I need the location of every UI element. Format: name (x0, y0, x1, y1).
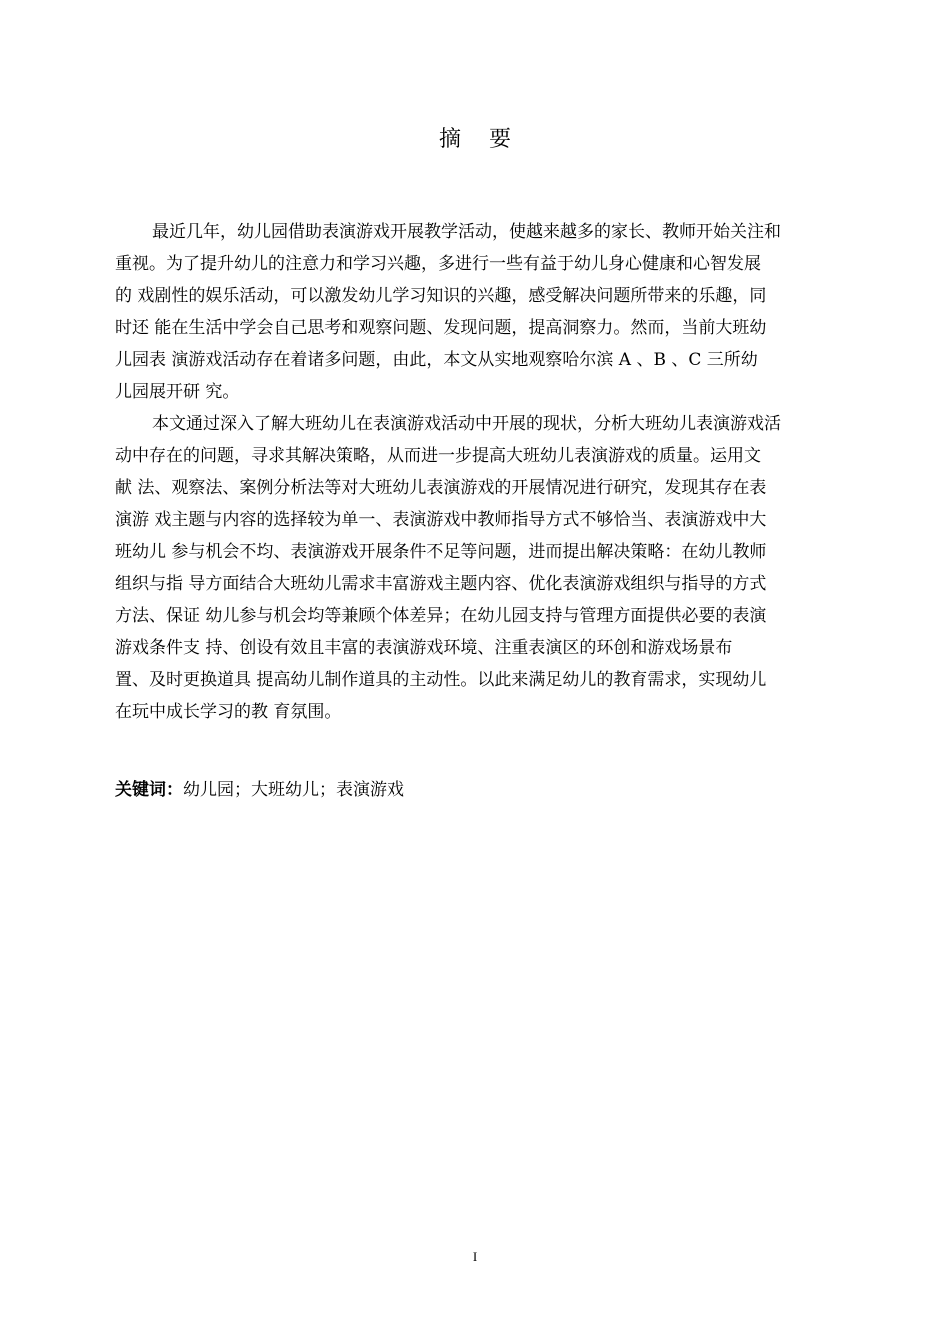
title-char-1: 摘 (438, 127, 461, 152)
keywords-label: 关键词： (115, 780, 183, 800)
abstract-title (0, 122, 950, 153)
abstract-body (115, 216, 853, 728)
paragraph-2-line-1: 本文通过深入了解大班幼儿在表演游戏活动中开展的现状，分析大班幼儿表演游戏活 (152, 414, 781, 434)
title-char-2: 要 (489, 127, 512, 152)
keywords-value: 幼儿园；大班幼儿；表演游戏 (183, 780, 404, 800)
paragraph-2-line-10: 在玩中成长学习的教 育氛围。 (115, 702, 342, 722)
paragraph-2-line-6: 组织与指 导方面结合大班幼儿需求丰富游戏主题内容、优化表演游戏组织与指导的方式 (115, 574, 767, 594)
keywords-line (115, 776, 404, 804)
paragraph-2-line-5: 班幼儿 参与机会不均、表演游戏开展条件不足等问题，进而提出解决策略：在幼儿教师 (115, 542, 767, 562)
paragraph-1-line-4: 时还 能在生活中学会自己思考和观察问题、发现问题，提高洞察力。然而，当前大班幼 (115, 318, 767, 338)
paragraph-1-line-5: 儿园表 演游戏活动存在着诸多问题，由此，本文从实地观察哈尔滨 A 、B 、C 三所幼 (115, 350, 758, 370)
paragraph-2-line-3: 献 法、观察法、案例分析法等对大班幼儿表演游戏的开展情况进行研究，发现其存在表 (115, 478, 767, 498)
page-number: I (472, 1249, 478, 1264)
paragraph-1-line-1: 最近几年，幼儿园借助表演游戏开展教学活动，使越来越多的家长、教师开始关注和 (152, 222, 781, 242)
paragraph-1-line-6: 儿园展开研 究。 (115, 382, 240, 402)
paragraph-2-line-4: 演游 戏主题与内容的选择较为单一、表演游戏中教师指导方式不够恰当、表演游戏中大 (115, 510, 767, 530)
paragraph-1-line-2: 重视。为了提升幼儿的注意力和学习兴趣，多进行一些有益于幼儿身心健康和心智发展 (115, 254, 761, 274)
paragraph-2-line-7: 方法、保证 幼儿参与机会均等兼顾个体差异；在幼儿园支持与管理方面提供必要的表演 (115, 606, 767, 626)
paragraph-2-line-9: 置、及时更换道具 提高幼儿制作道具的主动性。以此来满足幼儿的教育需求，实现幼儿 (115, 670, 767, 690)
paragraph-2-line-2: 动中存在的问题，寻求其解决策略，从而进一步提高大班幼儿表演游戏的质量。运用文 (115, 446, 761, 466)
paragraph-2-line-8: 游戏条件支 持、创设有效且丰富的表演游戏环境、注重表演区的环创和游戏场景布 (115, 638, 733, 658)
paragraph-1-line-3: 的 戏剧性的娱乐活动，可以激发幼儿学习知识的兴趣，感受解决问题所带来的乐趣，同 (115, 286, 767, 306)
